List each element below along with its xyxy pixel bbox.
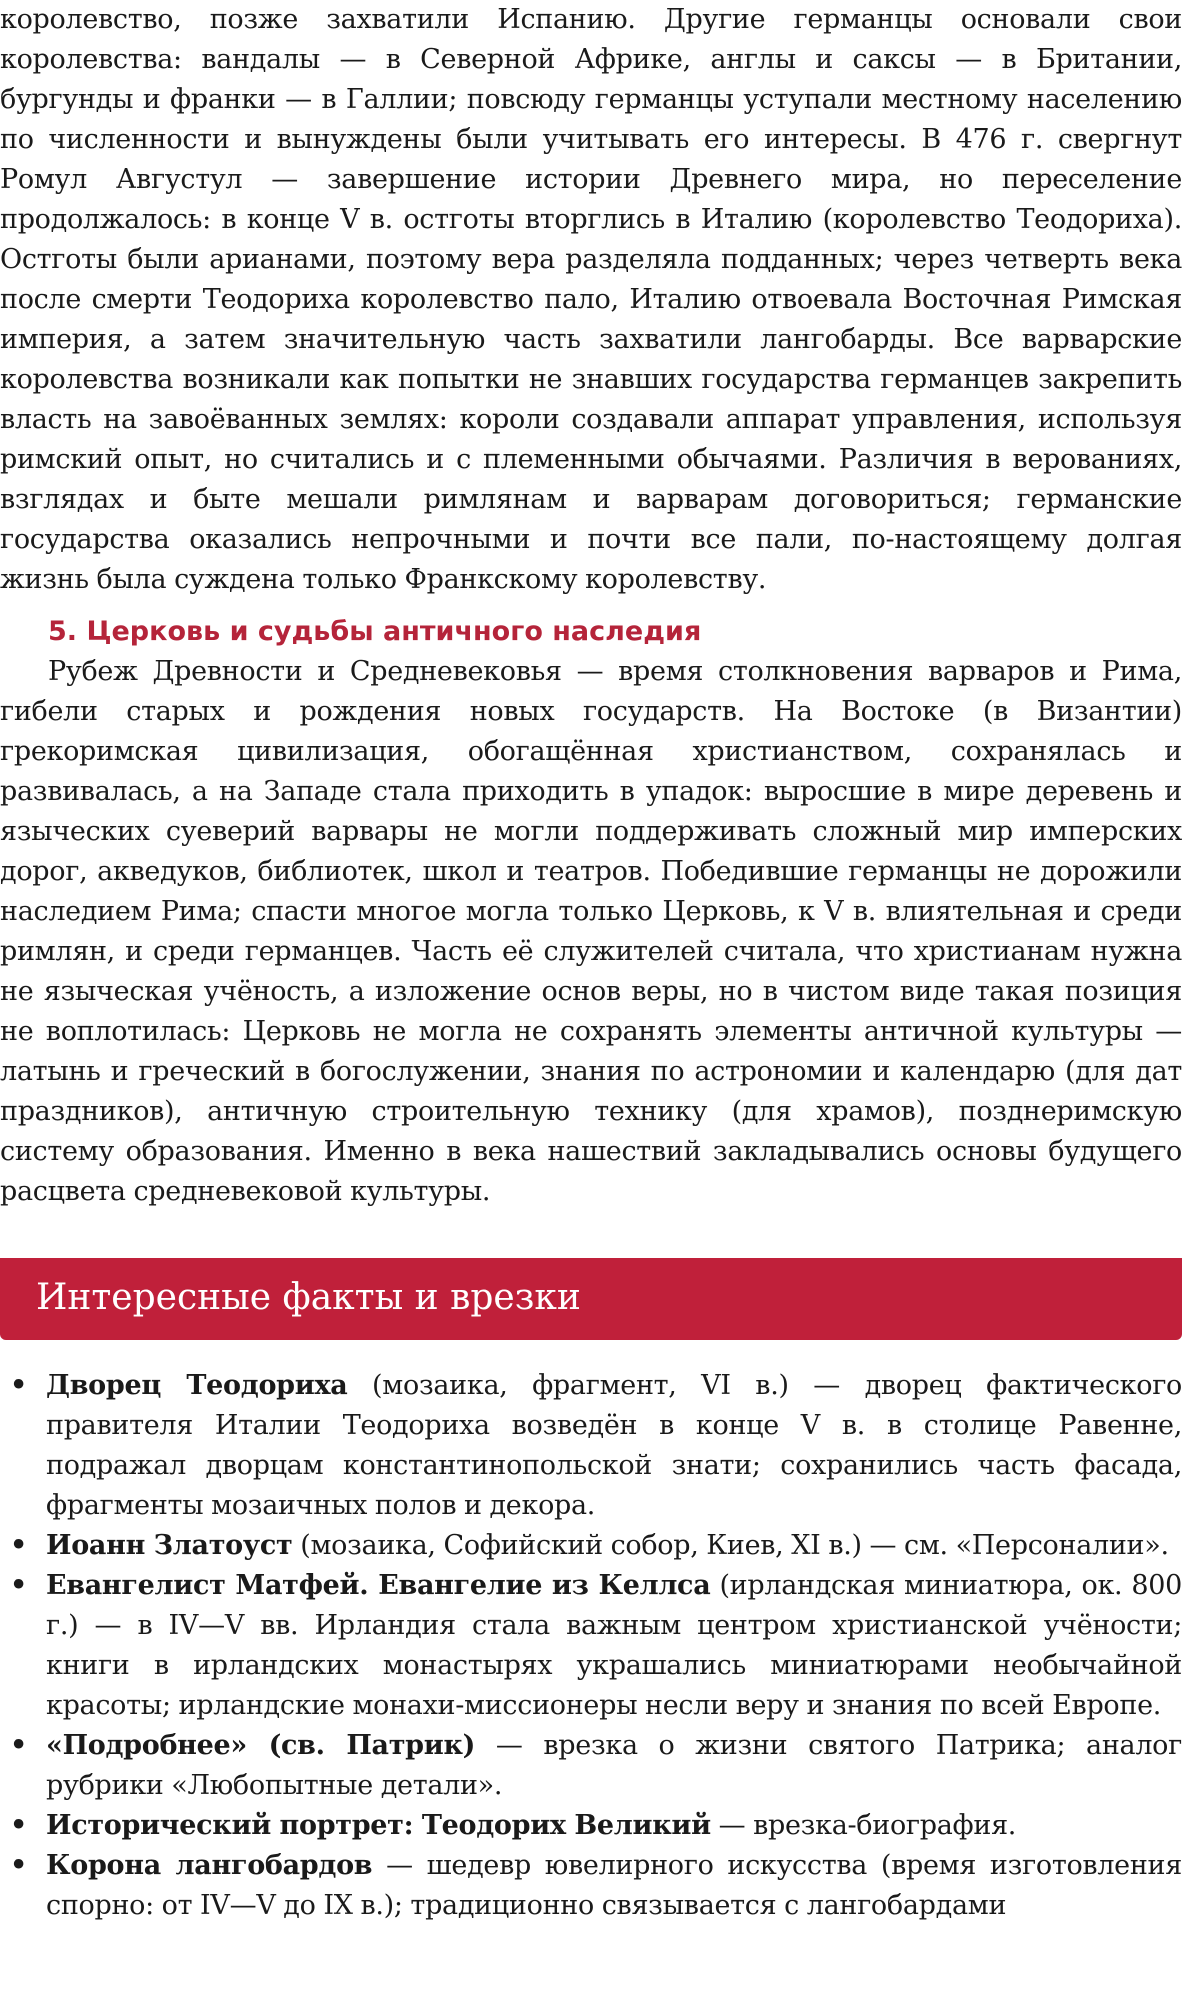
fact-term: Корона лангобардов [46,1850,373,1881]
bullet-icon: • [10,1370,27,1401]
bullet-icon: • [10,1850,27,1881]
fact-text: — врезка-биография. [710,1810,1017,1841]
bullet-icon: • [10,1570,27,1601]
fact-term: «Подробнее» (св. Патрик) [46,1730,476,1761]
list-item [0,1726,1182,1806]
facts-list [0,1366,1182,1926]
list-item [0,1526,1182,1566]
fact-term: Исторический портрет: Теодорих Великий [46,1810,711,1841]
list-item [0,1806,1182,1846]
section-heading: 5. Церковь и судьбы античного наследия [48,616,702,647]
paragraph-barbarian-kingdoms: королевство, позже захватили Испанию. Другие германцы основали свои королевства: вандалы — в Северной Африке, англы и саксы — в Британии, бургунды и франки — в Галлии; повсюду германцы уступали местному населению по численности и вынуждены были учитывать его интересы. В 476 г. свергнут Ромул Августул — завершение истории Древнего мира, но переселение продолжалось: в конце V в. остготы вторглись в Италию (королевство Теодориха). Остготы были арианами, поэтому вера разделяла подданных; через четверть века после смерти Теодориха королевство пало, Италию отвоевала Восточная Римская империя, а затем значительную часть захватили лангобарды. Все варварские королевства возникали как попытки не знавших государства германцев закрепить власть на завоёванных землях: короли создавали аппарат управления, используя римский опыт, но считались и с племенными обычаями. Различия в верованиях, взглядах и быте мешали римлянам и варварам договориться; германские государства оказались непрочными и почти все пали, по-настоящему долгая жизнь была суждена только Франкскому королевству. [0,4,1182,595]
fact-text: (мозаика, Софийский собор, Киев, XI в.) — см. «Персоналии». [292,1530,1169,1561]
facts-banner [0,1258,1182,1340]
fact-text: (ирландская миниатюра, ок. 800 г.) — в IV—V вв. Ирландия стала важным центром христианской учёности; книги в ирландских монастырях украшались миниатюрами необычайной красоты; ирландские монахи-миссионеры несли веру и знания по всей Европе. [46,1570,1182,1721]
fact-term: Дворец Теодориха [46,1370,348,1401]
fact-term: Иоанн Златоуст [46,1530,293,1561]
list-item [0,1846,1182,1926]
fact-text: — шедевр ювелирного искусства (время изготовления спорно: от IV—V до IX в.); традиционно связывается с лангобардами [46,1850,1182,1921]
list-item [0,1566,1182,1726]
fact-term: Евангелист Матфей. Евангелие из Келлса [46,1570,711,1601]
bullet-icon: • [10,1730,27,1761]
banner-title: Интересные факты и врезки [36,1277,581,1318]
paragraph-church-heritage: Рубеж Древности и Средневековья — время столкновения варваров и Рима, гибели старых и рождения новых государств. На Востоке (в Византии) грекоримская цивилизация, обогащённая христианством, сохранялась и развивалась, а на Западе стала приходить в упадок: выросшие в мире деревень и языческих суеверий варвары не могли поддерживать сложный мир имперских дорог, акведуков, библиотек, школ и театров. Победившие германцы не дорожили наследием Рима; спасти многое могла только Церковь, к V в. влиятельная и среди римлян, и среди германцев. Часть её служителей считала, что христианам нужна не языческая учёность, а изложение основ веры, но в чистом виде такая позиция не воплотилась: Церковь не могла не сохранять элементы античной культуры — латынь и греческий в богослужении, знания по астрономии и календарю (для дат праздников), античную строительную технику (для храмов), позднеримскую систему образования. Именно в века нашествий закладывались основы будущего расцвета средневековой культуры. [0,656,1182,1207]
bullet-icon: • [10,1810,27,1841]
fact-text: — врезка о жизни святого Патрика; аналог рубрики «Любопытные детали». [46,1730,1182,1801]
fact-text: (мозаика, фрагмент, VI в.) — дворец фактического правителя Италии Теодориха возведён в конце V в. в столице Равенне, подражал дворцам константинопольской знати; сохранились часть фасада, фрагменты мозаичных полов и декора. [46,1370,1182,1521]
bullet-icon: • [10,1530,27,1561]
list-item [0,1366,1182,1526]
